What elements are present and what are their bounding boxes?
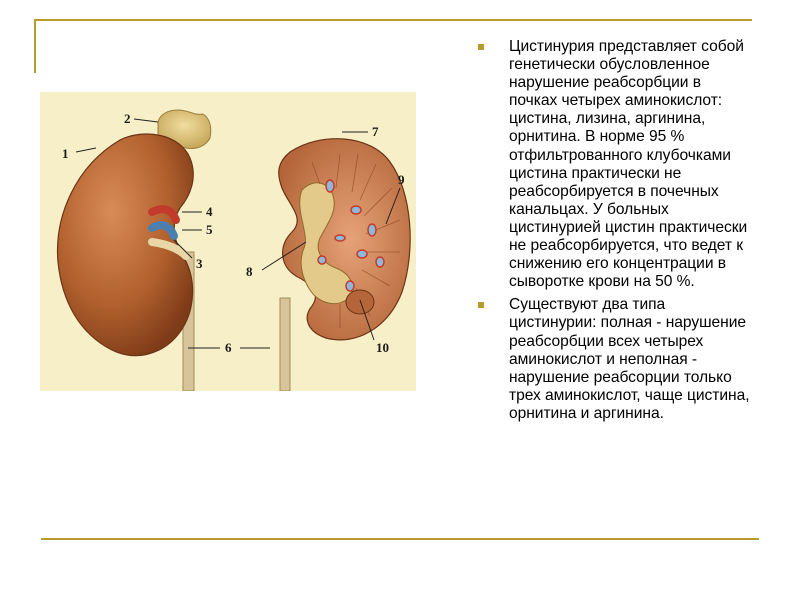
left-rule [34,19,36,73]
list-item [476,296,752,423]
label-4: 4 [206,204,213,219]
label-2: 2 [124,111,131,126]
bottom-rule [41,538,759,540]
bullet-list [476,38,752,428]
bullet-text-cystinuria-definition: Цистинурия представляет собой генетически обусловленное нарушение реабсорбции в почках четырех аминокислот: цистина, лизина, аргинина, орнитина. В норме 95 % отфильтрованного клубочками цистина практически не реабсорбируется в почечных канальцах. У больных цистинурией цистин практически не реабсорбируется, что ведет к снижению его концентрации в сыворотке крови на 50 %. [509,38,748,291]
kidney-figure [40,92,416,391]
label-5: 5 [206,222,213,237]
kidney-illustration [40,92,416,391]
label-7: 7 [372,124,379,139]
label-10: 10 [376,340,389,355]
label-8: 8 [246,264,253,279]
bullet-text-cystinuria-types: Существуют два типа цистинурии: полная - нарушение реабсорбции всех четырех аминокислот и неполная - нарушение реабсорции только трех аминокислот, чаще цистина, орнитина и аргинина. [509,296,750,422]
bullet-square-icon [478,44,484,50]
list-item [476,38,752,291]
label-3: 3 [196,256,203,271]
label-6: 6 [225,340,232,355]
label-9: 9 [398,172,405,187]
label-1: 1 [62,146,69,161]
top-rule [34,19,752,21]
bullet-square-icon [478,302,484,308]
